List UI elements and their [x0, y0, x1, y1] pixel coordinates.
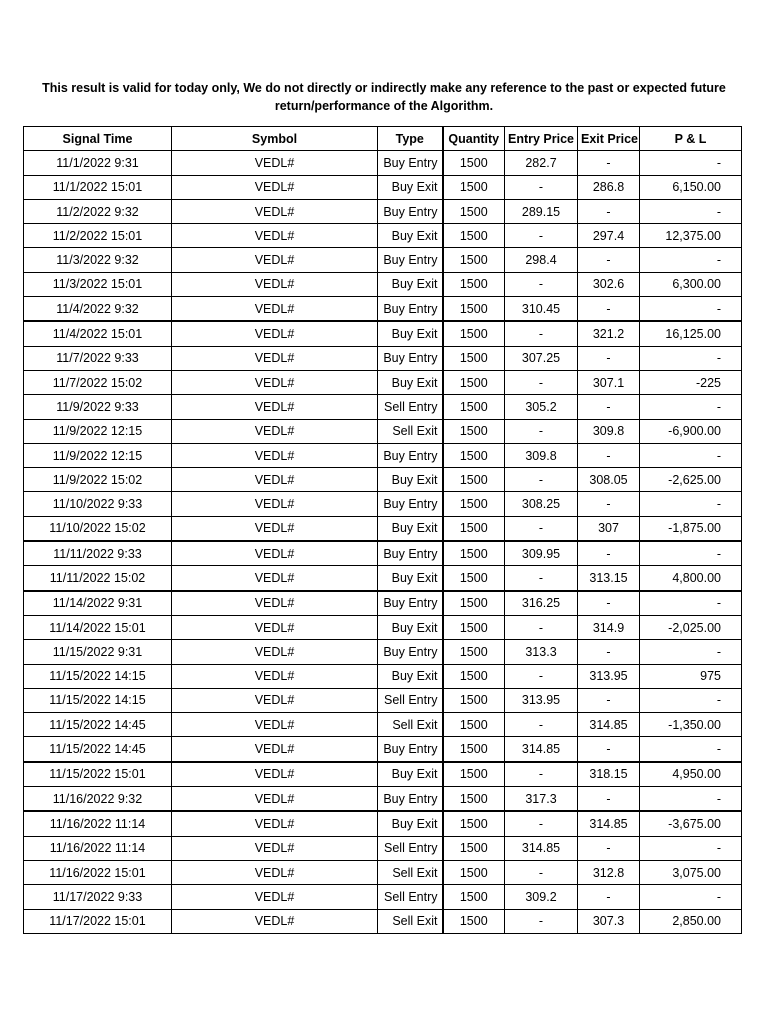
table-row: [24, 615, 742, 639]
cell-signal-time: 11/9/2022 12:15: [24, 419, 172, 443]
cell-symbol: VEDL#: [172, 787, 378, 812]
cell-symbol: VEDL#: [172, 811, 378, 836]
cell-type: Buy Entry: [378, 591, 443, 616]
cell-exit-price: 321.2: [578, 321, 640, 346]
table-row: [24, 370, 742, 394]
cell-signal-time: 11/9/2022 9:33: [24, 395, 172, 419]
cell-signal-time: 11/16/2022 11:14: [24, 836, 172, 860]
cell-entry-price: 305.2: [505, 395, 578, 419]
cell-exit-price: -: [578, 151, 640, 175]
cell-signal-time: 11/3/2022 15:01: [24, 272, 172, 296]
cell-type: Sell Entry: [378, 688, 443, 712]
cell-symbol: VEDL#: [172, 640, 378, 664]
cell-symbol: VEDL#: [172, 492, 378, 516]
cell-exit-price: -: [578, 297, 640, 322]
cell-quantity: 1500: [443, 370, 505, 394]
cell-quantity: 1500: [443, 541, 505, 566]
cell-symbol: VEDL#: [172, 664, 378, 688]
cell-symbol: VEDL#: [172, 516, 378, 541]
cell-symbol: VEDL#: [172, 443, 378, 467]
cell-quantity: 1500: [443, 885, 505, 909]
cell-type: Buy Exit: [378, 516, 443, 541]
header-type: Type: [378, 127, 443, 151]
cell-entry-price: 316.25: [505, 591, 578, 616]
cell-symbol: VEDL#: [172, 297, 378, 322]
cell-symbol: VEDL#: [172, 419, 378, 443]
cell-signal-time: 11/4/2022 15:01: [24, 321, 172, 346]
cell-entry-price: 314.85: [505, 836, 578, 860]
cell-pnl: -3,675.00: [640, 811, 742, 836]
table-row: [24, 151, 742, 175]
table-row: [24, 664, 742, 688]
cell-symbol: VEDL#: [172, 591, 378, 616]
table-row: [24, 297, 742, 322]
cell-entry-price: -: [505, 615, 578, 639]
cell-type: Buy Exit: [378, 224, 443, 248]
cell-symbol: VEDL#: [172, 346, 378, 370]
cell-quantity: 1500: [443, 664, 505, 688]
cell-exit-price: -: [578, 688, 640, 712]
cell-quantity: 1500: [443, 321, 505, 346]
cell-signal-time: 11/10/2022 15:02: [24, 516, 172, 541]
cell-symbol: VEDL#: [172, 175, 378, 199]
cell-signal-time: 11/7/2022 15:02: [24, 370, 172, 394]
cell-pnl: -: [640, 787, 742, 812]
cell-exit-price: -: [578, 885, 640, 909]
cell-pnl: -: [640, 737, 742, 762]
cell-signal-time: 11/4/2022 9:32: [24, 297, 172, 322]
cell-entry-price: -: [505, 224, 578, 248]
cell-pnl: -6,900.00: [640, 419, 742, 443]
cell-entry-price: 308.25: [505, 492, 578, 516]
cell-quantity: 1500: [443, 640, 505, 664]
cell-entry-price: 313.3: [505, 640, 578, 664]
cell-signal-time: 11/10/2022 9:33: [24, 492, 172, 516]
cell-signal-time: 11/14/2022 9:31: [24, 591, 172, 616]
cell-quantity: 1500: [443, 297, 505, 322]
cell-quantity: 1500: [443, 811, 505, 836]
cell-symbol: VEDL#: [172, 860, 378, 884]
cell-signal-time: 11/9/2022 15:02: [24, 468, 172, 492]
cell-type: Buy Entry: [378, 541, 443, 566]
cell-pnl: -: [640, 443, 742, 467]
cell-exit-price: -: [578, 346, 640, 370]
cell-exit-price: 297.4: [578, 224, 640, 248]
table-row: [24, 640, 742, 664]
cell-pnl: 6,300.00: [640, 272, 742, 296]
cell-symbol: VEDL#: [172, 737, 378, 762]
cell-entry-price: -: [505, 272, 578, 296]
cell-entry-price: 307.25: [505, 346, 578, 370]
cell-entry-price: 309.95: [505, 541, 578, 566]
table-row: [24, 272, 742, 296]
cell-symbol: VEDL#: [172, 566, 378, 591]
header-symbol: Symbol: [172, 127, 378, 151]
cell-pnl: 12,375.00: [640, 224, 742, 248]
cell-signal-time: 11/14/2022 15:01: [24, 615, 172, 639]
cell-signal-time: 11/17/2022 9:33: [24, 885, 172, 909]
cell-quantity: 1500: [443, 395, 505, 419]
table-row: [24, 762, 742, 787]
cell-exit-price: -: [578, 836, 640, 860]
cell-type: Buy Exit: [378, 762, 443, 787]
cell-symbol: VEDL#: [172, 615, 378, 639]
cell-entry-price: 309.8: [505, 443, 578, 467]
table-row: [24, 224, 742, 248]
cell-quantity: 1500: [443, 272, 505, 296]
cell-signal-time: 11/16/2022 11:14: [24, 811, 172, 836]
cell-exit-price: -: [578, 541, 640, 566]
cell-quantity: 1500: [443, 713, 505, 737]
cell-pnl: 16,125.00: [640, 321, 742, 346]
cell-symbol: VEDL#: [172, 395, 378, 419]
cell-signal-time: 11/3/2022 9:32: [24, 248, 172, 272]
cell-symbol: VEDL#: [172, 836, 378, 860]
cell-exit-price: 314.85: [578, 713, 640, 737]
cell-exit-price: -: [578, 787, 640, 812]
cell-quantity: 1500: [443, 199, 505, 223]
table-row: [24, 591, 742, 616]
cell-symbol: VEDL#: [172, 688, 378, 712]
cell-signal-time: 11/9/2022 12:15: [24, 443, 172, 467]
cell-pnl: -: [640, 591, 742, 616]
cell-pnl: -: [640, 541, 742, 566]
cell-signal-time: 11/15/2022 14:45: [24, 737, 172, 762]
table-row: [24, 713, 742, 737]
cell-quantity: 1500: [443, 787, 505, 812]
cell-exit-price: 286.8: [578, 175, 640, 199]
cell-type: Sell Exit: [378, 713, 443, 737]
cell-quantity: 1500: [443, 224, 505, 248]
trade-results-table: [23, 126, 742, 934]
table-row: [24, 492, 742, 516]
cell-quantity: 1500: [443, 492, 505, 516]
cell-pnl: 975: [640, 664, 742, 688]
cell-signal-time: 11/16/2022 15:01: [24, 860, 172, 884]
cell-exit-price: 313.95: [578, 664, 640, 688]
cell-pnl: -: [640, 836, 742, 860]
cell-pnl: -: [640, 395, 742, 419]
table-row: [24, 248, 742, 272]
table-row: [24, 199, 742, 223]
cell-entry-price: 309.2: [505, 885, 578, 909]
cell-type: Buy Entry: [378, 737, 443, 762]
cell-symbol: VEDL#: [172, 248, 378, 272]
cell-quantity: 1500: [443, 419, 505, 443]
table-row: [24, 321, 742, 346]
cell-exit-price: 302.6: [578, 272, 640, 296]
cell-exit-price: 308.05: [578, 468, 640, 492]
cell-quantity: 1500: [443, 346, 505, 370]
table-row: [24, 688, 742, 712]
cell-entry-price: 310.45: [505, 297, 578, 322]
table-row: [24, 175, 742, 199]
cell-type: Buy Entry: [378, 297, 443, 322]
cell-type: Buy Exit: [378, 468, 443, 492]
cell-entry-price: -: [505, 370, 578, 394]
cell-pnl: -: [640, 688, 742, 712]
cell-pnl: -1,350.00: [640, 713, 742, 737]
header-signal-time: Signal Time: [24, 127, 172, 151]
cell-quantity: 1500: [443, 151, 505, 175]
cell-entry-price: -: [505, 664, 578, 688]
table-row: [24, 516, 742, 541]
cell-pnl: -: [640, 640, 742, 664]
cell-signal-time: 11/16/2022 9:32: [24, 787, 172, 812]
cell-type: Buy Entry: [378, 492, 443, 516]
cell-type: Buy Entry: [378, 346, 443, 370]
cell-entry-price: -: [505, 860, 578, 884]
cell-type: Sell Entry: [378, 836, 443, 860]
table-row: [24, 836, 742, 860]
table-row: [24, 787, 742, 812]
cell-exit-price: -: [578, 199, 640, 223]
cell-pnl: 2,850.00: [640, 909, 742, 933]
cell-signal-time: 11/17/2022 15:01: [24, 909, 172, 933]
cell-type: Buy Entry: [378, 787, 443, 812]
cell-entry-price: -: [505, 566, 578, 591]
cell-symbol: VEDL#: [172, 321, 378, 346]
cell-pnl: 4,800.00: [640, 566, 742, 591]
cell-type: Buy Exit: [378, 175, 443, 199]
cell-entry-price: 282.7: [505, 151, 578, 175]
cell-symbol: VEDL#: [172, 885, 378, 909]
cell-signal-time: 11/1/2022 9:31: [24, 151, 172, 175]
cell-quantity: 1500: [443, 443, 505, 467]
cell-quantity: 1500: [443, 468, 505, 492]
cell-entry-price: -: [505, 175, 578, 199]
cell-entry-price: -: [505, 713, 578, 737]
cell-symbol: VEDL#: [172, 762, 378, 787]
table-row: [24, 468, 742, 492]
cell-signal-time: 11/15/2022 14:45: [24, 713, 172, 737]
cell-signal-time: 11/2/2022 9:32: [24, 199, 172, 223]
cell-type: Sell Exit: [378, 909, 443, 933]
cell-entry-price: 317.3: [505, 787, 578, 812]
cell-symbol: VEDL#: [172, 199, 378, 223]
trade-rows: [24, 151, 742, 934]
cell-exit-price: 312.8: [578, 860, 640, 884]
cell-type: Buy Entry: [378, 151, 443, 175]
cell-entry-price: -: [505, 516, 578, 541]
cell-entry-price: 289.15: [505, 199, 578, 223]
cell-signal-time: 11/15/2022 9:31: [24, 640, 172, 664]
disclaimer-text: This result is valid for today only, We do not directly or indirectly make any reference to the past or expected future return/performance of the Algorithm.: [42, 81, 726, 113]
cell-exit-price: 314.85: [578, 811, 640, 836]
table-row: [24, 860, 742, 884]
cell-type: Buy Exit: [378, 321, 443, 346]
cell-pnl: 4,950.00: [640, 762, 742, 787]
cell-type: Buy Entry: [378, 199, 443, 223]
cell-quantity: 1500: [443, 591, 505, 616]
cell-symbol: VEDL#: [172, 370, 378, 394]
cell-type: Sell Entry: [378, 395, 443, 419]
cell-signal-time: 11/15/2022 14:15: [24, 688, 172, 712]
cell-exit-price: -: [578, 248, 640, 272]
cell-exit-price: 307.1: [578, 370, 640, 394]
cell-symbol: VEDL#: [172, 541, 378, 566]
header-entry-price: Entry Price: [505, 127, 578, 151]
cell-pnl: -: [640, 248, 742, 272]
cell-quantity: 1500: [443, 566, 505, 591]
cell-signal-time: 11/11/2022 15:02: [24, 566, 172, 591]
cell-signal-time: 11/7/2022 9:33: [24, 346, 172, 370]
cell-entry-price: 314.85: [505, 737, 578, 762]
cell-type: Buy Exit: [378, 370, 443, 394]
cell-signal-time: 11/11/2022 9:33: [24, 541, 172, 566]
cell-type: Buy Exit: [378, 272, 443, 296]
cell-entry-price: -: [505, 811, 578, 836]
header-pnl: P & L: [640, 127, 742, 151]
cell-type: Buy Entry: [378, 640, 443, 664]
table-row: [24, 541, 742, 566]
cell-exit-price: -: [578, 443, 640, 467]
cell-exit-price: -: [578, 591, 640, 616]
cell-entry-price: -: [505, 762, 578, 787]
cell-type: Sell Entry: [378, 885, 443, 909]
cell-type: Buy Exit: [378, 811, 443, 836]
cell-exit-price: 307.3: [578, 909, 640, 933]
cell-exit-price: 309.8: [578, 419, 640, 443]
cell-type: Buy Entry: [378, 248, 443, 272]
table-row: [24, 909, 742, 933]
cell-quantity: 1500: [443, 248, 505, 272]
table-row: [24, 419, 742, 443]
cell-entry-price: -: [505, 468, 578, 492]
table-row: [24, 346, 742, 370]
cell-pnl: -: [640, 346, 742, 370]
cell-quantity: 1500: [443, 860, 505, 884]
table-header-row: [24, 127, 742, 151]
cell-type: Buy Entry: [378, 443, 443, 467]
cell-exit-price: 307: [578, 516, 640, 541]
cell-symbol: VEDL#: [172, 151, 378, 175]
table-row: [24, 395, 742, 419]
cell-pnl: -: [640, 492, 742, 516]
cell-type: Buy Exit: [378, 615, 443, 639]
cell-entry-price: -: [505, 909, 578, 933]
cell-quantity: 1500: [443, 175, 505, 199]
cell-entry-price: 313.95: [505, 688, 578, 712]
cell-exit-price: -: [578, 640, 640, 664]
table-row: [24, 443, 742, 467]
cell-type: Buy Exit: [378, 664, 443, 688]
cell-quantity: 1500: [443, 762, 505, 787]
cell-pnl: -225: [640, 370, 742, 394]
cell-type: Sell Exit: [378, 860, 443, 884]
header-exit-price: Exit Price: [578, 127, 640, 151]
cell-type: Buy Exit: [378, 566, 443, 591]
cell-pnl: -: [640, 885, 742, 909]
cell-symbol: VEDL#: [172, 909, 378, 933]
cell-pnl: -2,625.00: [640, 468, 742, 492]
cell-exit-price: 313.15: [578, 566, 640, 591]
table-row: [24, 811, 742, 836]
cell-entry-price: 298.4: [505, 248, 578, 272]
table-row: [24, 737, 742, 762]
cell-signal-time: 11/15/2022 15:01: [24, 762, 172, 787]
cell-signal-time: 11/1/2022 15:01: [24, 175, 172, 199]
cell-quantity: 1500: [443, 615, 505, 639]
cell-entry-price: -: [505, 419, 578, 443]
cell-pnl: -: [640, 297, 742, 322]
cell-pnl: 6,150.00: [640, 175, 742, 199]
cell-quantity: 1500: [443, 688, 505, 712]
cell-exit-price: 318.15: [578, 762, 640, 787]
cell-exit-price: -: [578, 492, 640, 516]
cell-symbol: VEDL#: [172, 224, 378, 248]
cell-symbol: VEDL#: [172, 272, 378, 296]
cell-pnl: 3,075.00: [640, 860, 742, 884]
cell-pnl: -2,025.00: [640, 615, 742, 639]
cell-entry-price: -: [505, 321, 578, 346]
cell-exit-price: -: [578, 395, 640, 419]
table-row: [24, 885, 742, 909]
cell-quantity: 1500: [443, 516, 505, 541]
cell-quantity: 1500: [443, 737, 505, 762]
table-row: [24, 566, 742, 591]
cell-symbol: VEDL#: [172, 713, 378, 737]
cell-exit-price: -: [578, 737, 640, 762]
cell-symbol: VEDL#: [172, 468, 378, 492]
cell-type: Sell Exit: [378, 419, 443, 443]
cell-signal-time: 11/15/2022 14:15: [24, 664, 172, 688]
cell-pnl: -1,875.00: [640, 516, 742, 541]
cell-signal-time: 11/2/2022 15:01: [24, 224, 172, 248]
cell-quantity: 1500: [443, 836, 505, 860]
cell-quantity: 1500: [443, 909, 505, 933]
cell-pnl: -: [640, 151, 742, 175]
cell-exit-price: 314.9: [578, 615, 640, 639]
header-quantity: Quantity: [443, 127, 505, 151]
cell-pnl: -: [640, 199, 742, 223]
